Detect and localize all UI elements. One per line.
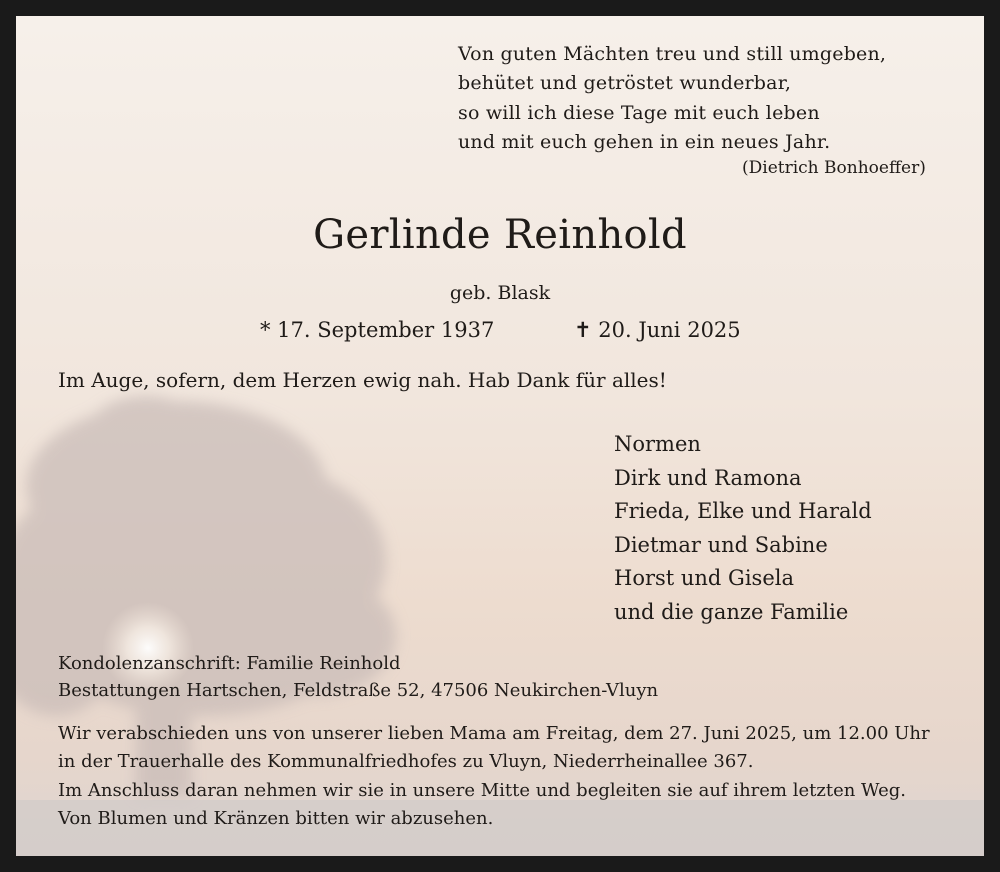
poem-line: so will ich diese Tage mit euch leben	[458, 101, 820, 124]
funeral-notice	[58, 720, 930, 833]
poem-line: und mit euch gehen in ein neues Jahr.	[458, 130, 831, 153]
poem-line: behütet und getröstet wunderbar,	[458, 72, 792, 95]
notice-line: Wir verabschieden uns von unserer lieben Mama am Freitag, dem 27. Juni 2025, um 12.00 Uhr	[58, 723, 930, 744]
bonhoeffer-poem	[458, 40, 886, 157]
address-line: Kondolenzanschrift: Familie Reinhold	[58, 653, 401, 674]
family-member: Frieda, Elke und Harald	[614, 499, 872, 524]
address-line: Bestattungen Hartschen, Feldstraße 52, 47506 Neukirchen-Vluyn	[58, 680, 659, 701]
family-member: Normen	[614, 432, 701, 456]
death-date: ✝ 20. Juni 2025	[574, 318, 741, 342]
family-list	[614, 428, 872, 630]
notice-line: Im Anschluss daran nehmen wir sie in unsere Mitte und begleiten sie auf ihrem letzten Weg.	[58, 779, 906, 801]
poem-author: (Dietrich Bonhoeffer)	[742, 158, 926, 178]
farewell-quote: Im Auge, sofern, dem Herzen ewig nah. Hab Dank für alles!	[58, 368, 667, 392]
deceased-name: Gerlinde Reinhold	[313, 212, 687, 258]
poem-line: Von guten Mächten treu und still umgeben,	[458, 43, 887, 65]
notice-line: in der Trauerhalle des Kommunalfriedhofes zu Vluyn, Niederrheinallee 367.	[58, 751, 754, 773]
obituary-card	[16, 16, 984, 856]
birth-name: geb. Blask	[449, 282, 551, 304]
family-member: Horst und Gisela	[614, 566, 794, 591]
family-member: und die ganze Familie	[614, 599, 849, 624]
birth-date: * 17. September 1937	[260, 318, 495, 342]
notice-line: Von Blumen und Kränzen bitten wir abzusehen.	[58, 807, 494, 829]
condolence-address	[58, 650, 658, 704]
family-member: Dirk und Ramona	[614, 465, 802, 490]
family-member: Dietmar und Sabine	[614, 532, 828, 557]
